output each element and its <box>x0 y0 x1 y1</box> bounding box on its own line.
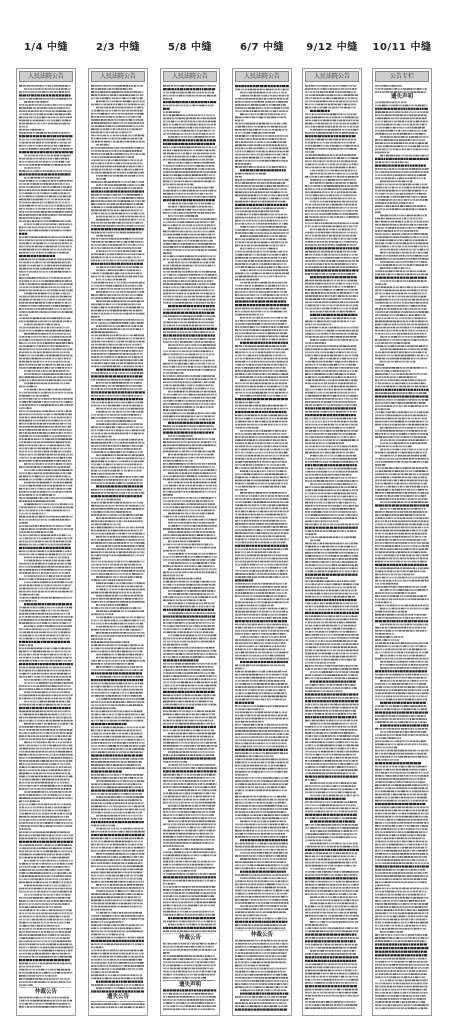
column-text-block <box>303 83 361 1015</box>
column-header-banner: 人民法院公告 <box>19 71 73 82</box>
gutter-column-2 <box>88 68 148 1016</box>
column-subheading: 遗失声明 <box>375 93 429 101</box>
column-header-banner: 人民法院公告 <box>305 71 359 82</box>
text-lines-graphic <box>373 83 431 1013</box>
column-subheading: 仲裁公告 <box>235 931 289 939</box>
column-text-block <box>373 83 431 1015</box>
text-lines-graphic <box>161 83 219 1013</box>
column-header-banner: 人民法院公告 <box>235 71 289 82</box>
column-text-block <box>161 83 219 1015</box>
text-lines-graphic <box>233 83 291 1013</box>
column-title-5: 9/12 中缝 <box>296 38 368 53</box>
column-title-3: 5/8 中缝 <box>154 38 226 53</box>
column-header-banner: 人民法院公告 <box>91 71 145 82</box>
gutter-column-6 <box>372 68 432 1016</box>
text-lines-graphic <box>89 83 147 1013</box>
column-title-6: 10/11 中缝 <box>366 38 438 53</box>
column-text-block <box>89 83 147 1015</box>
column-title-2: 2/3 中缝 <box>82 38 154 53</box>
column-subheading: 遗失声明 <box>163 981 217 989</box>
column-title-1: 1/4 中缝 <box>10 38 82 53</box>
column-header-banner: 人民法院公告 <box>163 71 217 82</box>
text-lines-graphic <box>17 83 75 1013</box>
gutter-column-3 <box>160 68 220 1016</box>
column-header-banner: 公告专栏 <box>375 71 429 82</box>
column-text-block <box>17 83 75 1015</box>
gutter-column-5 <box>302 68 362 1016</box>
column-title-4: 6/7 中缝 <box>226 38 298 53</box>
gutter-column-4 <box>232 68 292 1016</box>
column-text-block <box>233 83 291 1015</box>
column-subheading: 仲裁公告 <box>19 988 73 996</box>
text-lines-graphic <box>303 83 361 1013</box>
column-subheading: 遗失公告 <box>91 993 145 1001</box>
column-subheading: 仲裁公告 <box>163 934 217 942</box>
gutter-column-1 <box>16 68 76 1016</box>
